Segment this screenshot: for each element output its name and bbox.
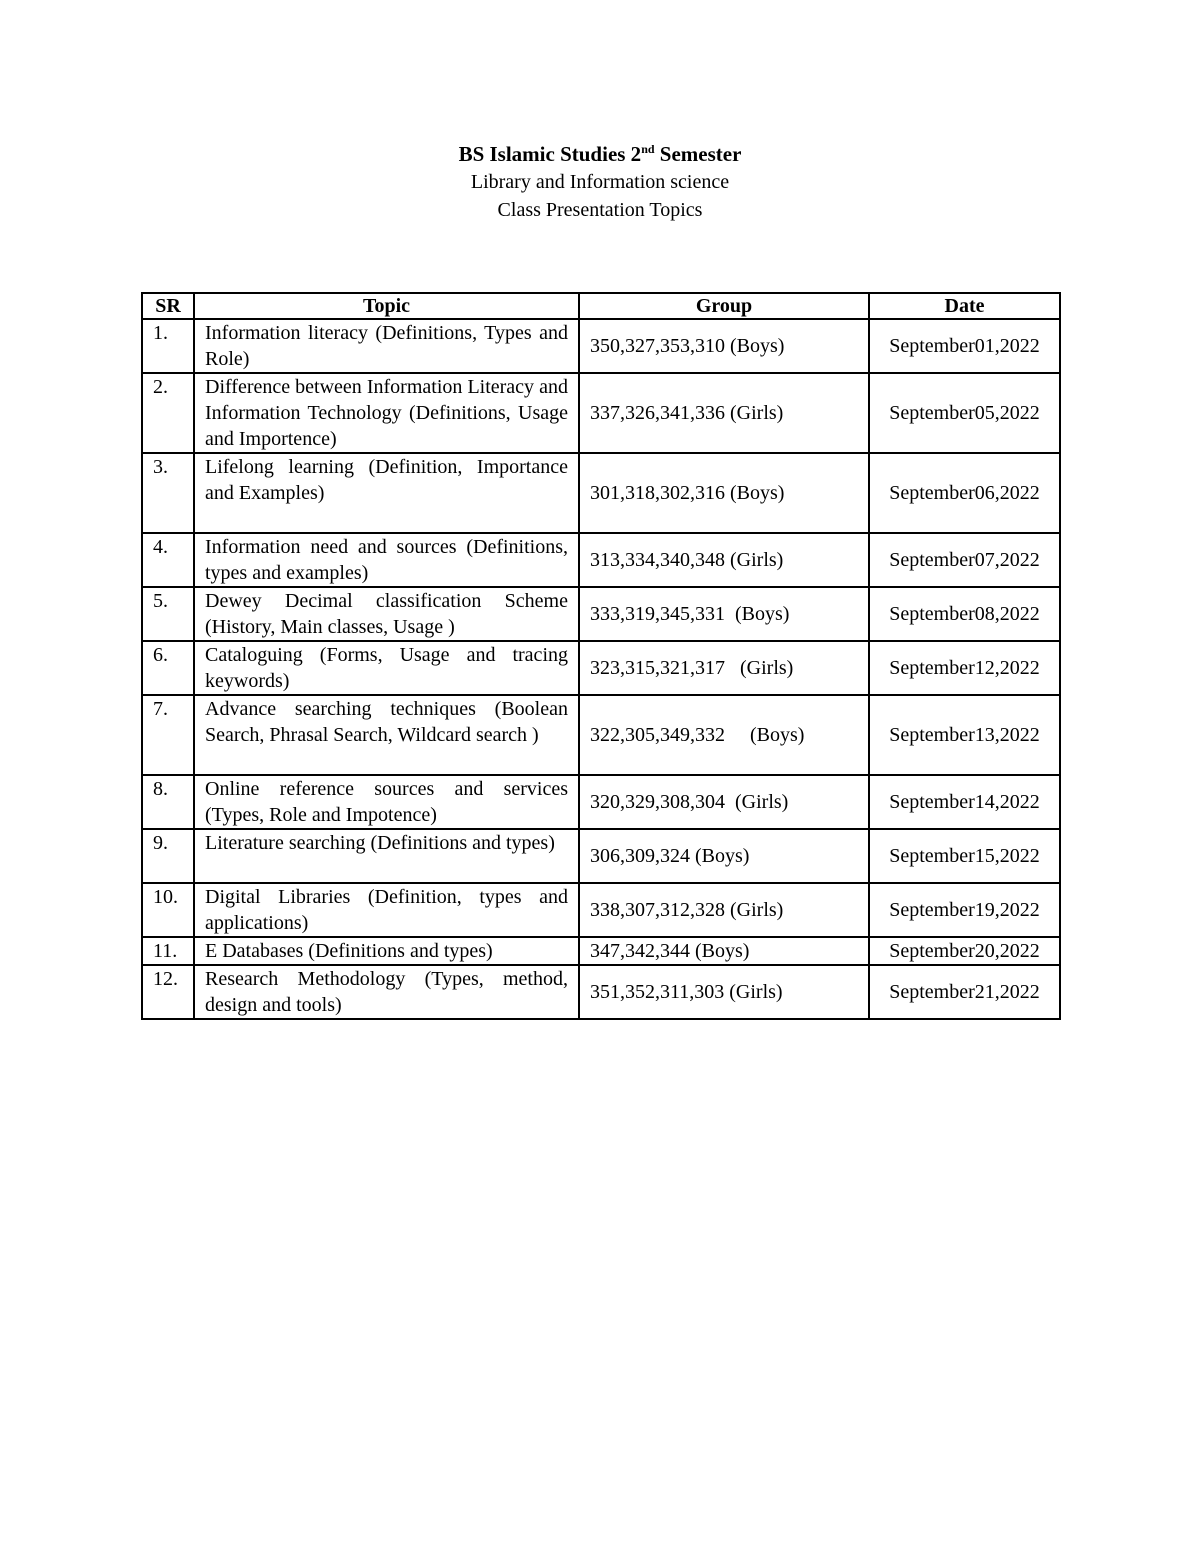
row-topic-cell: Research Methodology (Types, method, design and tools) [194, 965, 579, 1019]
row-group-cell: 337,326,341,336 (Girls) [579, 373, 869, 453]
row-sr-cell: 9. [142, 829, 194, 883]
row-date-cell: September01,2022 [869, 319, 1060, 373]
row-date-cell: September13,2022 [869, 695, 1060, 775]
row-sr-cell: 7. [142, 695, 194, 775]
table-row [142, 319, 1060, 373]
row-date-cell: September08,2022 [869, 587, 1060, 641]
row-group-cell: 323,315,321,317 (Girls) [579, 641, 869, 695]
row-topic-cell: Difference between Information Literacy and Information Technology (Definitions, Usage and Importence) [194, 373, 579, 453]
row-date-cell: September21,2022 [869, 965, 1060, 1019]
row-topic-cell: Cataloguing (Forms, Usage and tracing keywords) [194, 641, 579, 695]
table-row [142, 965, 1060, 1019]
row-topic-cell: Literature searching (Definitions and types) [194, 829, 579, 883]
header-sr: SR [142, 293, 194, 319]
row-topic-cell: Advance searching techniques (Boolean Search, Phrasal Search, Wildcard search ) [194, 695, 579, 775]
row-group-cell: 306,309,324 (Boys) [579, 829, 869, 883]
row-topic-cell: Digital Libraries (Definition, types and applications) [194, 883, 579, 937]
document-header [0, 140, 1200, 224]
row-group-cell: 347,342,344 (Boys) [579, 937, 869, 965]
row-topic-cell: Dewey Decimal classification Scheme (History, Main classes, Usage ) [194, 587, 579, 641]
row-sr-cell: 12. [142, 965, 194, 1019]
header-topic: Topic [194, 293, 579, 319]
row-group-cell: 333,319,345,331 (Boys) [579, 587, 869, 641]
row-date-cell: September20,2022 [869, 937, 1060, 965]
document-subtitle: Class Presentation Topics [497, 199, 703, 221]
row-topic-cell: E Databases (Definitions and types) [194, 937, 579, 965]
row-group-cell: 301,318,302,316 (Boys) [579, 453, 869, 533]
row-sr-cell: 6. [142, 641, 194, 695]
row-group-cell: 351,352,311,303 (Girls) [579, 965, 869, 1019]
table-row [142, 829, 1060, 883]
row-date-cell: September15,2022 [869, 829, 1060, 883]
table-row [142, 883, 1060, 937]
row-topic-cell: Information need and sources (Definitions, types and examples) [194, 533, 579, 587]
table-row [142, 373, 1060, 453]
row-topic-cell: Information literacy (Definitions, Types and Role) [194, 319, 579, 373]
row-sr-cell: 2. [142, 373, 194, 453]
table-row [142, 533, 1060, 587]
row-topic-cell: Online reference sources and services (Types, Role and Impotence) [194, 775, 579, 829]
row-date-cell: September19,2022 [869, 883, 1060, 937]
table-body [142, 319, 1060, 1019]
row-sr-cell: 10. [142, 883, 194, 937]
row-group-cell: 338,307,312,328 (Girls) [579, 883, 869, 937]
document-title: BS Islamic Studies 2nd Semester [458, 142, 742, 166]
row-group-cell: 320,329,308,304 (Girls) [579, 775, 869, 829]
table-row [142, 695, 1060, 775]
table-row [142, 641, 1060, 695]
row-sr-cell: 3. [142, 453, 194, 533]
row-sr-cell: 5. [142, 587, 194, 641]
table-row [142, 937, 1060, 965]
row-date-cell: September12,2022 [869, 641, 1060, 695]
row-group-cell: 322,305,349,332 (Boys) [579, 695, 869, 775]
table-row [142, 587, 1060, 641]
row-sr-cell: 8. [142, 775, 194, 829]
row-sr-cell: 11. [142, 937, 194, 965]
row-date-cell: September05,2022 [869, 373, 1060, 453]
row-sr-cell: 1. [142, 319, 194, 373]
table-row [142, 775, 1060, 829]
row-date-cell: September07,2022 [869, 533, 1060, 587]
row-group-cell: 313,334,340,348 (Girls) [579, 533, 869, 587]
header-date: Date [869, 293, 1060, 319]
row-date-cell: September06,2022 [869, 453, 1060, 533]
row-date-cell: September14,2022 [869, 775, 1060, 829]
row-group-cell: 350,327,353,310 (Boys) [579, 319, 869, 373]
table-header-row [142, 293, 1060, 319]
table-row [142, 453, 1060, 533]
row-topic-cell: Lifelong learning (Definition, Importance and Examples) [194, 453, 579, 533]
header-group: Group [579, 293, 869, 319]
presentation-topics-table [141, 292, 1061, 1020]
row-sr-cell: 4. [142, 533, 194, 587]
course-name: Library and Information science [470, 171, 730, 193]
